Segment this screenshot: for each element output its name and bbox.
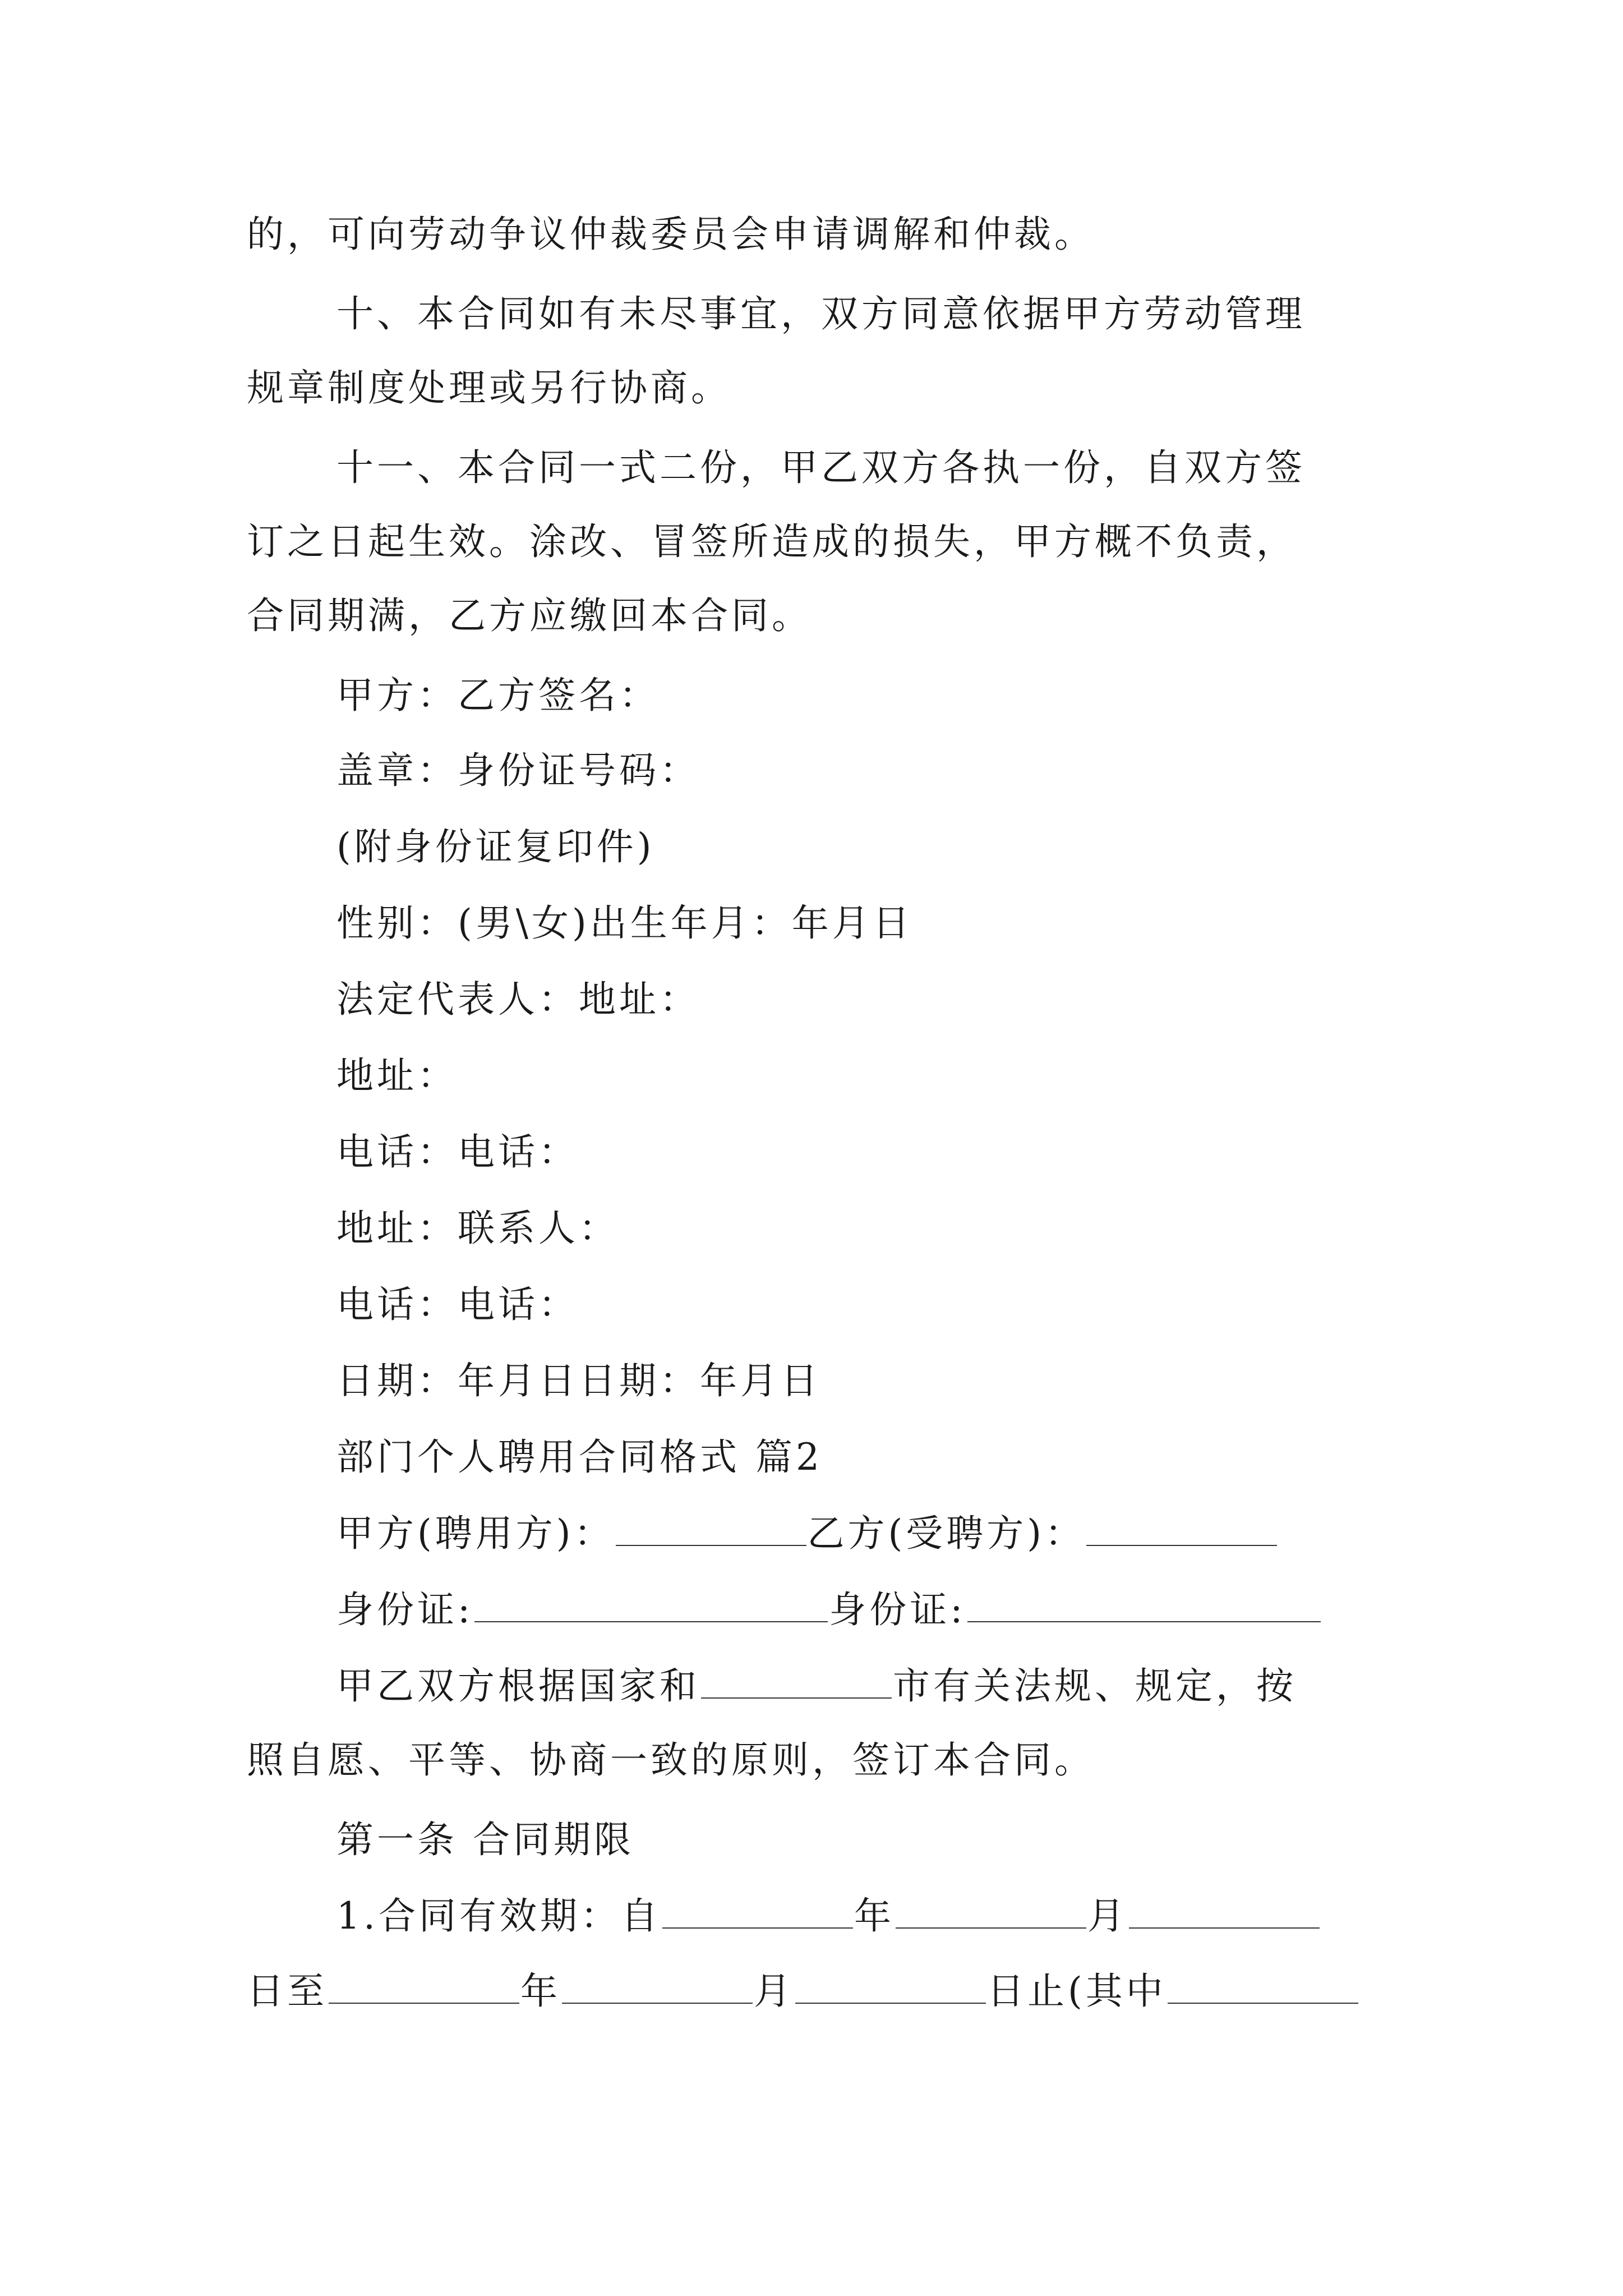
clause-10-line-2: 规章制度处理或另行协商。 (247, 366, 731, 409)
end-year-blank (329, 1969, 519, 2004)
clause-10-line-1: 十、本合同如有未尽事宜，双方同意依据甲方劳动管理 (336, 292, 1306, 335)
paragraph-line: 的，可向劳动争议仲裁委员会申请调解和仲裁。 (247, 213, 1095, 256)
agreement-text: 市有关法规、规定，按 (893, 1664, 1297, 1708)
signature-line: 地址：联系人： (336, 1207, 619, 1250)
end-month-blank (562, 1969, 753, 2004)
party-b-blank (1086, 1511, 1277, 1546)
signature-line: 日期：年月日日期：年月日 (336, 1359, 821, 1402)
year-label: 年 (854, 1894, 895, 1938)
year-label: 年 (520, 1970, 561, 2013)
signature-line: 甲方：乙方签名： (336, 674, 660, 717)
id-a-blank (474, 1588, 828, 1622)
signature-line: 电话：电话： (336, 1283, 579, 1326)
term-line-1 (336, 1894, 1486, 1939)
id-a-label: 身份证: (336, 1588, 474, 1631)
day-end-label: 日止(其中 (987, 1970, 1166, 2013)
signature-line: (附身份证复印件) (336, 825, 655, 868)
id-b-label: 身份证: (829, 1588, 966, 1631)
month-label: 月 (1087, 1894, 1128, 1938)
id-line (336, 1588, 1486, 1632)
article-1-title: 第一条 合同期限 (336, 1818, 634, 1861)
month-label: 月 (754, 1970, 794, 2013)
section-title: 部门个人聘用合同格式 篇2 (336, 1435, 823, 1479)
trial-blank (1168, 1969, 1358, 2004)
term-prefix: 1.合同有效期：自 (336, 1894, 661, 1938)
clause-11-line-2: 订之日起生效。涂改、冒签所造成的损失，甲方概不负责， (247, 520, 1297, 563)
id-b-blank (967, 1588, 1321, 1622)
clause-11-line-3: 合同期满，乙方应缴回本合同。 (247, 594, 812, 637)
parties-line (336, 1511, 1486, 1556)
agreement-text: 甲乙双方根据国家和 (336, 1664, 700, 1708)
party-b-label: 乙方(受聘方)： (807, 1512, 1085, 1555)
start-month-blank (896, 1894, 1086, 1929)
signature-line: 性别：(男\女)出生年月：年月日 (336, 901, 913, 945)
signature-line: 盖章：身份证号码： (336, 749, 700, 792)
start-year-blank (662, 1894, 853, 1929)
day-to-label: 日至 (247, 1970, 328, 2013)
party-a-blank (616, 1511, 806, 1546)
signature-line: 地址： (336, 1054, 458, 1097)
clause-11-line-1: 十一、本合同一式二份，甲乙双方各执一份，自双方签 (336, 446, 1306, 489)
term-line-2 (247, 1969, 1396, 2014)
city-blank (701, 1664, 892, 1699)
signature-line: 电话：电话： (336, 1130, 579, 1174)
agreement-line-1 (336, 1664, 1486, 1709)
end-day-blank (795, 1969, 986, 2004)
start-day-blank (1129, 1894, 1320, 1929)
agreement-line-2: 照自愿、平等、协商一致的原则，签订本合同。 (247, 1738, 1095, 1782)
signature-line: 法定代表人：地址： (336, 978, 700, 1021)
party-a-label: 甲方(聘用方)： (336, 1512, 615, 1555)
